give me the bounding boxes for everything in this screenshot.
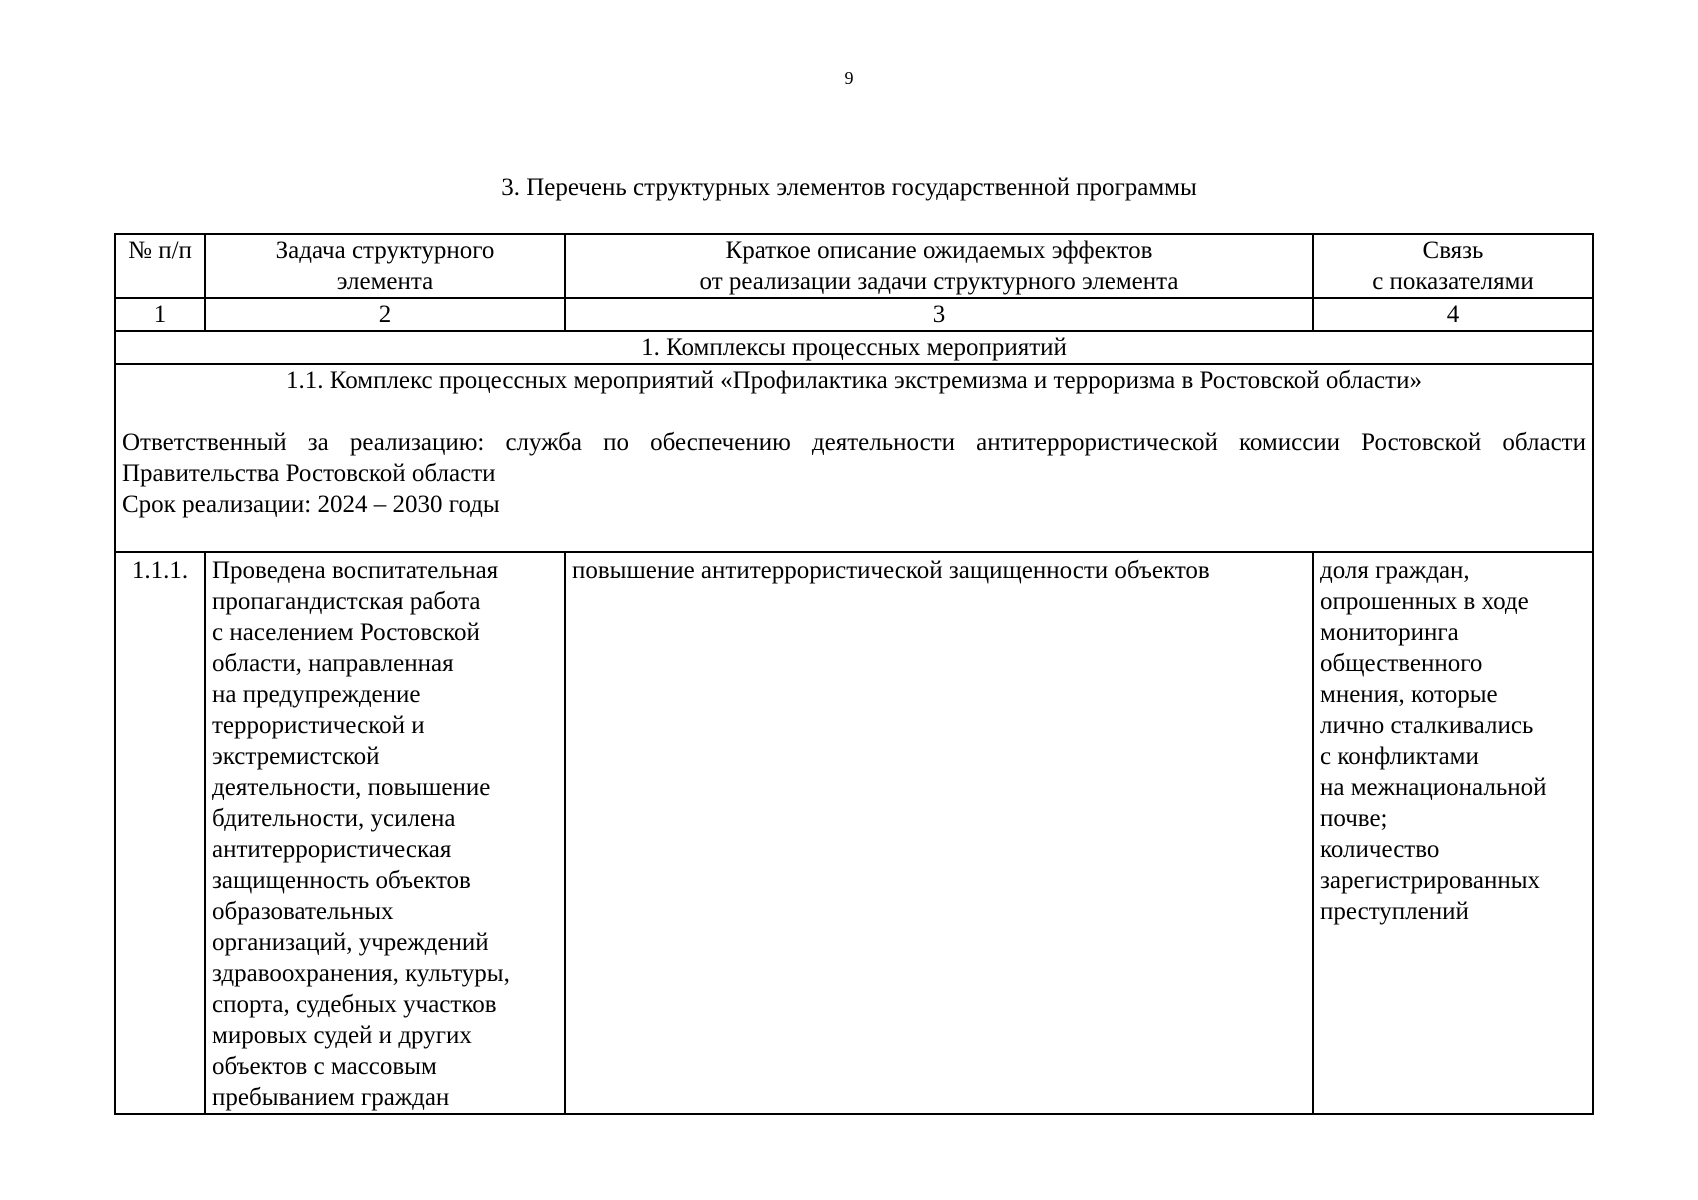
document-title: 3. Перечень структурных элементов государственной программы	[501, 174, 1197, 201]
row-task: Проведена воспитательная пропагандистская работа с населением Ростовской области, направленная на предупреждение террористической и экстремистской деятельности, повышение бдительности, усилена антитеррористическая защищенность объектов образовательных организаций, учреждений здравоохранения, культуры, спорта, судебных участков мировых судей и других объектов с массовым пребыванием граждан	[205, 552, 565, 1114]
complex-info	[115, 364, 1593, 552]
row-indicators: доля граждан, опрошенных в ходе мониторинга общественного мнения, которые лично сталкивались с конфликтами на межнациональной почве; количество зарегистрированных преступлений	[1313, 552, 1593, 1114]
page-number: 9	[844, 68, 854, 88]
complex-term: Срок реализации: 2024 – 2030 годы	[122, 491, 500, 518]
complex-row	[115, 364, 1593, 552]
column-number-2: 2	[205, 298, 565, 331]
column-number-4: 4	[1313, 298, 1593, 331]
row-index: 1.1.1.	[115, 552, 205, 1114]
section-title: 1. Комплексы процессных мероприятий	[115, 331, 1593, 364]
table-row	[115, 552, 1593, 1114]
column-number-1: 1	[115, 298, 205, 331]
complex-responsible: Ответственный за реализацию: служба по обеспечению деятельности антитеррористической комиссии Ростовской области Правительства Ростовской области	[122, 429, 1586, 487]
complex-title: 1.1. Комплекс процессных мероприятий «Профилактика экстремизма и терроризма в Ростовской области»	[286, 367, 1422, 394]
column-number-row	[115, 298, 1593, 331]
header-number: № п/п	[115, 234, 205, 298]
header-indicators: Связь с показателями	[1313, 234, 1593, 298]
column-number-3: 3	[565, 298, 1313, 331]
section-row	[115, 331, 1593, 364]
row-effect: повышение антитеррористической защищенности объектов	[565, 552, 1313, 1114]
header-task: Задача структурного элемента	[205, 234, 565, 298]
structure-elements-table	[114, 233, 1594, 1115]
table-header-row	[115, 234, 1593, 298]
header-effects: Краткое описание ожидаемых эффектов от реализации задачи структурного элемента	[565, 234, 1313, 298]
